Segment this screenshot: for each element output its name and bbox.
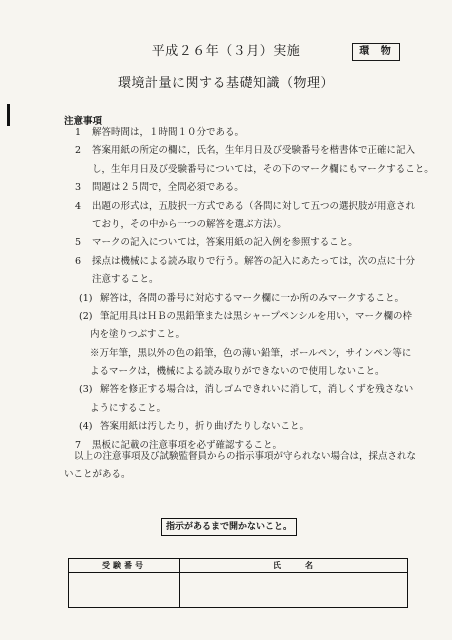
sub-item-continuation: [0, 400, 452, 418]
examinee-info-table: [68, 558, 408, 608]
list-item-continuation: [0, 161, 452, 179]
list-item-continuation: [0, 271, 452, 289]
sub-item-text: 解答を修正する場合は，消しゴムできれいに消して，消しくずを残さない: [100, 384, 414, 396]
sub-item: [0, 308, 452, 326]
item-text: 注意すること。: [92, 274, 159, 286]
list-item: [0, 234, 452, 252]
item-number: 1: [75, 127, 82, 138]
item-number: 4: [75, 200, 82, 212]
list-item: [0, 124, 452, 142]
name-field[interactable]: [180, 573, 407, 607]
list-item: [0, 198, 452, 216]
exam-number-field[interactable]: [69, 573, 179, 607]
sub-item-number: (4): [79, 421, 93, 433]
item-text: マークの記入については，答案用紙の記入例を参照すること。: [92, 237, 358, 249]
item-text: し，生年月日及び受験番号については，その下のマーク欄にもマークすること。: [92, 163, 434, 175]
closing-line: いことがある。: [64, 469, 131, 480]
sub-item-continuation: [0, 326, 452, 344]
item-text: ており，その中から一つの解答を選ぶ方法）。: [92, 218, 287, 230]
exam-date-title: 平成２６年（３月）実施: [151, 44, 301, 59]
item-number: 7: [75, 439, 82, 451]
item-text: 黒板に記載の注意事項を必ず確認すること。: [92, 439, 283, 451]
sub-item-note: [0, 345, 452, 363]
item-number: 3: [75, 182, 82, 194]
list-item: [0, 253, 452, 271]
item-number: 5: [75, 237, 82, 249]
sub-item-text: 解答は，各問の番号に対応するマーク欄に一か所のみマークすること。: [100, 292, 405, 304]
notes-heading: 注意事項: [64, 116, 103, 127]
do-not-open-notice: 指示があるまで開かないこと。: [161, 518, 297, 536]
name-header: 氏名: [273, 561, 337, 570]
sub-item-text: ※万年筆，黒以外の色の鉛筆，色の薄い鉛筆，ボールペン，サインペン等に: [90, 347, 412, 359]
sub-item-number: (2): [79, 310, 93, 322]
sub-item-text: 筆記用具はＨＢの黒鉛筆または黒シャープペンシルを用い，マーク欄の枠: [100, 310, 412, 322]
sub-item: [0, 381, 452, 399]
item-text: 解答時間は，１時間１０分である。: [92, 127, 245, 138]
sub-item: [0, 418, 452, 436]
notes-list: [0, 124, 452, 455]
list-item: [0, 179, 452, 197]
sub-item-text: ようにすること。: [90, 402, 167, 414]
item-text: 答案用紙の所定の欄に，氏名，生年月日及び受験番号を楷書体で正確に記入: [92, 145, 416, 157]
item-number: 2: [75, 145, 82, 157]
closing-line: 以上の注意事項及び試験監督員からの指示事項が守られない場合は，採点されな: [74, 451, 417, 462]
subject-badge: 環 物: [352, 43, 400, 61]
item-text: 問題は２５問で，全問必須である。: [92, 182, 244, 194]
sub-item: [0, 290, 452, 308]
list-item: [0, 142, 452, 160]
sub-item-continuation: [0, 363, 452, 381]
exam-subject-title: 環境計量に関する基礎知識（物理）: [117, 76, 334, 91]
item-number: 6: [75, 255, 82, 267]
sub-item-number: (3): [79, 384, 93, 396]
list-item-continuation: [0, 216, 452, 234]
sub-item-number: (1): [79, 292, 93, 304]
sub-item-text: 内を塗りつぶすこと。: [90, 329, 186, 341]
exam-number-header: 受験番号: [102, 561, 146, 570]
margin-registration-mark: [7, 104, 10, 126]
item-text: 出題の形式は，五肢択一方式である（各問に対して五つの選択肢が用意され: [92, 200, 416, 212]
sub-item-text: よるマークは，機械による読み取りができないので使用しないこと。: [90, 366, 385, 378]
item-text: 採点は機械による読み取りで行う。解答の記入にあたっては，次の点に十分: [92, 255, 416, 267]
sub-item-text: 答案用紙は汚したり，折り曲げたりしないこと。: [100, 421, 310, 433]
